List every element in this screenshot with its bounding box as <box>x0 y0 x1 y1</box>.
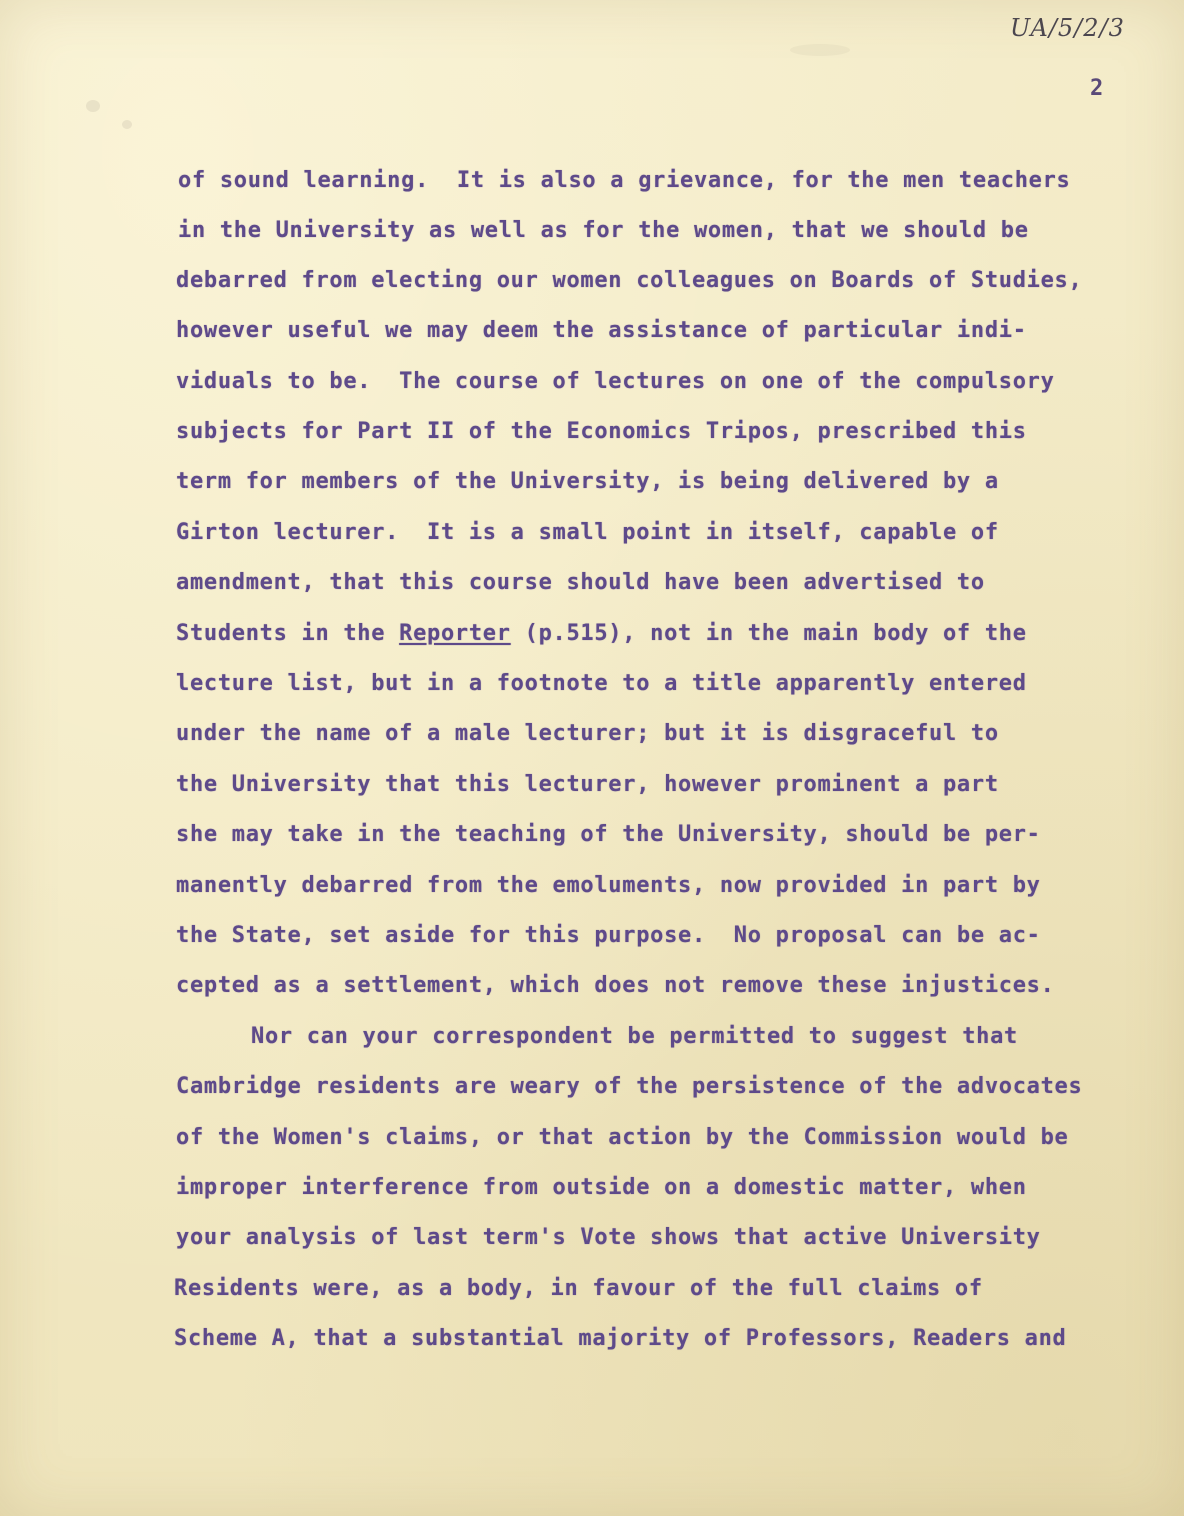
text-segment: Students in the <box>176 621 400 646</box>
text-line: in the University as well as for the women, that we should be <box>178 218 1029 243</box>
text-line: she may take in the teaching of the University, should be per- <box>176 822 1041 847</box>
text-line: the University that this lecturer, however prominent a part <box>176 772 999 797</box>
text-line: of the Women's claims, or that action by the Commission would be <box>176 1125 1069 1150</box>
text-line: Girton lecturer. It is a small point in itself, capable of <box>176 520 999 545</box>
underlined-title-reporter: Reporter <box>399 621 511 646</box>
text-line: Residents were, as a body, in favour of the full claims of <box>174 1276 983 1301</box>
text-line: manently debarred from the emoluments, now provided in part by <box>176 873 1041 898</box>
archive-reference: UA/5/2/3 <box>1010 14 1125 42</box>
paper-smudge <box>122 120 132 129</box>
text-segment: (p.515), not in the main body of the <box>510 621 1027 646</box>
text-line: the State, set aside for this purpose. No proposal can be ac- <box>176 923 1041 948</box>
text-line: viduals to be. The course of lectures on one of the compulsory <box>176 369 1055 394</box>
text-line: Scheme A, that a substantial majority of Professors, Readers and <box>174 1326 1067 1351</box>
text-line: Nor can your correspondent be permitted to suggest that <box>251 1024 1018 1049</box>
text-line: of sound learning. It is also a grievance, for the men teachers <box>178 168 1071 193</box>
text-line: however useful we may deem the assistance of particular indi- <box>176 318 1027 343</box>
text-line: Cambridge residents are weary of the persistence of the advocates <box>176 1074 1083 1099</box>
text-line: debarred from electing our women colleagues on Boards of Studies, <box>176 268 1083 293</box>
text-line <box>176 619 1027 649</box>
text-line: amendment, that this course should have been advertised to <box>176 570 985 595</box>
text-line: your analysis of last term's Vote shows that active University <box>176 1225 1041 1250</box>
text-line: improper interference from outside on a domestic matter, when <box>176 1175 1027 1200</box>
paper-smudge <box>86 100 100 112</box>
text-line: subjects for Part II of the Economics Tripos, prescribed this <box>176 419 1027 444</box>
text-line: term for members of the University, is being delivered by a <box>176 469 999 494</box>
text-line: cepted as a settlement, which does not remove these injustices. <box>176 973 1055 998</box>
text-line: under the name of a male lecturer; but it is disgraceful to <box>176 721 999 746</box>
text-line: lecture list, but in a footnote to a title apparently entered <box>176 671 1027 696</box>
page-number: 2 <box>1090 76 1104 101</box>
paper-smudge <box>790 44 850 56</box>
